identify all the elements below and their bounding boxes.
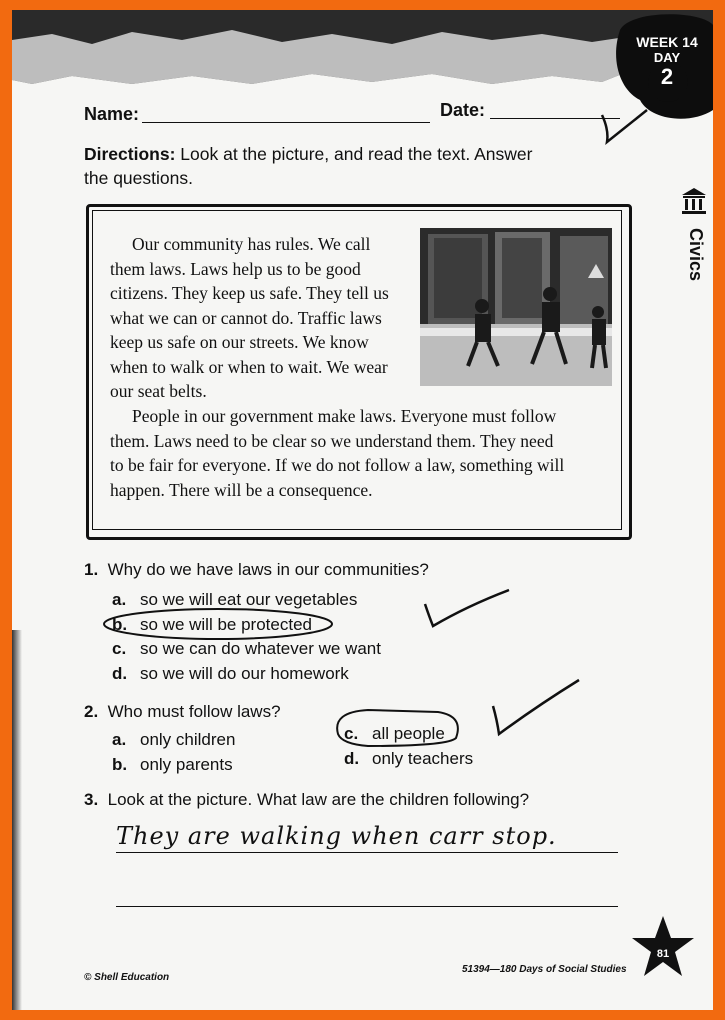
- publisher-credit: © Shell Education: [84, 972, 170, 983]
- day-number: 2: [660, 64, 674, 89]
- passage-line: when to walk or when to wait. We wear: [110, 356, 388, 377]
- torn-paper-edge: [12, 10, 713, 105]
- directions-label: Directions:: [84, 144, 176, 164]
- question-1: [84, 560, 429, 580]
- answer-circle-q1: [100, 602, 340, 644]
- option-b[interactable]: b. only parents: [112, 754, 233, 774]
- question-number: 1.: [84, 560, 99, 579]
- page-number: 81: [656, 948, 670, 960]
- question-text: Look at the picture. What law are the children following?: [107, 790, 530, 809]
- option-a[interactable]: a. so we will eat our vegetables: [112, 590, 358, 609]
- children-crossing-photo: [420, 228, 612, 386]
- directions-line2: the questions.: [84, 168, 193, 188]
- option-d[interactable]: d. only teachers: [344, 748, 474, 768]
- option-b[interactable]: b. so we will be protected: [112, 614, 312, 634]
- question-text: Who must follow laws?: [107, 702, 281, 721]
- week-label: WEEK 14: [636, 34, 698, 50]
- option-d[interactable]: d. so we will do our homework: [112, 663, 349, 683]
- passage-line: citizens. They keep us safe. They tell us: [110, 283, 389, 303]
- question-3: [84, 790, 529, 810]
- option-c[interactable]: c. all people: [344, 724, 445, 743]
- question-2-options-left: [112, 728, 235, 777]
- passage-line: our seat belts.: [110, 381, 207, 401]
- question-text: Why do we have laws in our communities?: [107, 560, 429, 579]
- directions-line1: Look at the picture, and read the text. Answer: [180, 144, 533, 164]
- handwritten-answer[interactable]: They are walking when carr stop.: [116, 822, 557, 850]
- passage-paragraph-2: [110, 404, 615, 502]
- passage-line: them laws. Laws help us to be good: [110, 258, 361, 279]
- passage-paragraph-1: [110, 232, 415, 404]
- building-icon: [680, 186, 708, 216]
- passage-line: keep us safe on our streets. We know: [110, 332, 369, 352]
- name-line[interactable]: [142, 122, 430, 123]
- worksheet-page: [12, 10, 713, 1010]
- page-edge-shadow: [12, 630, 22, 1010]
- checkmark-icon: [487, 676, 587, 742]
- passage-line: what we can or cannot do. Traffic laws: [110, 307, 382, 328]
- option-c[interactable]: c. so we can do whatever we want: [112, 639, 381, 658]
- passage-line: them. Laws need to be clear so we understand them. They need: [110, 430, 554, 451]
- passage-line: People in our government make laws. Everyone must follow: [132, 406, 557, 426]
- checkmark-icon: [417, 582, 517, 632]
- question-number: 3.: [84, 790, 99, 809]
- answer-line-1: [116, 852, 618, 853]
- passage-line: to be fair for everyone. If we do not follow a law, something will: [110, 455, 565, 475]
- answer-circle-q2: [328, 704, 468, 750]
- book-title: 51394—180 Days of Social Studies: [462, 964, 627, 975]
- passage-line: happen. There will be a consequence.: [110, 479, 373, 500]
- question-number: 2.: [84, 702, 99, 721]
- name-label: Name:: [84, 104, 140, 124]
- side-tab-civics: Civics: [686, 228, 706, 282]
- answer-line-2: [116, 906, 618, 907]
- date-label: Date:: [440, 100, 486, 120]
- option-a[interactable]: a. only children: [112, 730, 236, 749]
- star-icon: [631, 916, 695, 978]
- passage-line: Our community has rules. We call: [132, 234, 371, 254]
- day-label: DAY: [653, 50, 681, 65]
- directions: [84, 142, 644, 190]
- question-2: [84, 702, 281, 722]
